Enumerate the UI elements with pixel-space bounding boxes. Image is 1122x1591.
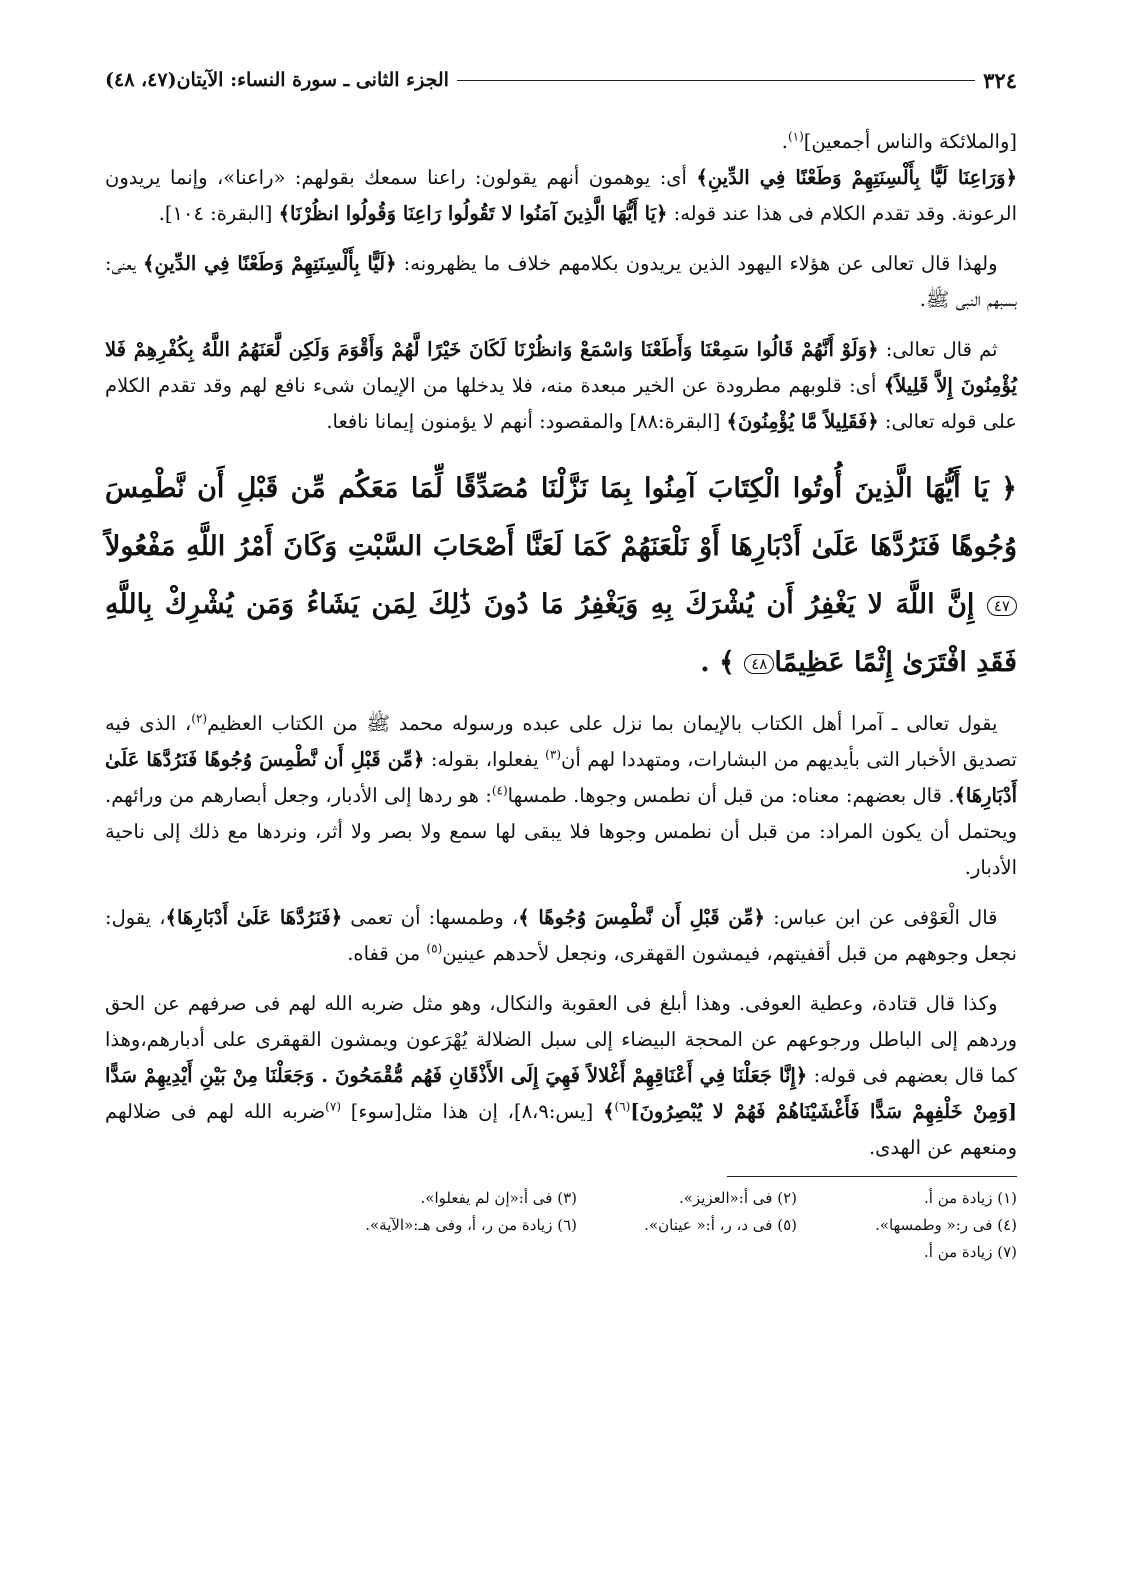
- quran-quote: ﴿مِّن قَبْلِ أَن نَّطْمِسَ وُجُوهًا ﴾: [518, 906, 765, 929]
- footnote-6: (٦) زيادة من ر، أ، وفى هـ:«الآية».: [365, 1216, 577, 1234]
- quran-quote: ﴿إِنَّا جَعَلْنَا فِي أَعْنَاقِهِمْ أَغْلالاً فَهِيَ إِلَى الأَذْقَانِ فَهُم مُّقْمَحُونَ . وَجَعَلْنَا مِنْ بَيْنِ أَيْدِيهِمْ سَدًّا [وَمِنْ خَلْفِهِمْ سَدًّا فَأَغْشَيْنَاهُمْ فَهُمْ لا يُبْصِرُونَ]: [105, 1064, 1017, 1123]
- footnotes: [105, 1185, 1017, 1266]
- footnote-5: (٥) فى د، ر، أ:« عينان».: [644, 1216, 797, 1234]
- paragraph-text: . قال بعضهم: معناه: من قبل أن نطمس وجوها. طمسها: [507, 784, 955, 807]
- paragraph-text: ضربه الله لهم فى ضلالهم ومنعهم عن الهدى.: [105, 1100, 1017, 1159]
- ayah-block: [105, 460, 1017, 692]
- paragraph-text: ثم قال تعالى:: [878, 338, 998, 361]
- footnote-3: (٣) فى أ:«إن لم يفعلوا».: [420, 1189, 577, 1207]
- paragraph-text: من قفاه.: [347, 942, 427, 965]
- quran-quote: ﴿لَيًّا بِأَلْسِنَتِهِمْ وَطَعْنًا فِي الدِّينِ﴾: [143, 252, 397, 275]
- paragraph-text: ، وطمسها: أن تعمى: [342, 906, 519, 929]
- page-number: ٣٢٤: [983, 67, 1017, 93]
- paragraph-text: يقول تعالى ـ آمرا أهل الكتاب بالإيمان بما نزل على عبده ورسوله محمد ﷺ من الكتاب العظيم: [207, 712, 998, 735]
- footnote-row: [105, 1185, 1017, 1212]
- footnote-ref-2: (٢): [191, 711, 208, 726]
- header-rule: [457, 80, 975, 81]
- paragraph-text: ولهذا قال تعالى عن هؤلاء اليهود الذين يريدون بكلامهم خلاف ما يظهرونه:: [396, 252, 998, 275]
- ayah-text: إِنَّ اللَّهَ لا يَغْفِرُ أَن يُشْرَكَ بِهِ وَيَغْفِرُ مَا دُونَ ذَٰلِكَ لِمَن يَشَاءُ وَمَن يُشْرِكْ بِاللَّهِ فَقَدِ افْتَرَىٰ إِثْمًا عَظِيمًا: [105, 589, 1017, 678]
- paragraph-text: : هو ردها إلى الأدبار، وجعل أبصارهم من ورائهم. ويحتمل أن يكون المراد: من قبل أن نطمس وجوها فلا يبقى لها سمع ولا بصر ولا أثر، ونردها مع ذلك إلى ناحية الأدبار.: [105, 784, 1017, 879]
- footnote-ref-3: (٣): [545, 747, 561, 762]
- running-title: الجزء الثانى ـ سورة النساء: الآيتان(٤٧، ٤٨): [105, 69, 449, 91]
- quran-quote: ﴿وَرَاعِنَا لَيًّا بِأَلْسِنَتِهِمْ وَطَعْنًا فِي الدِّينِ﴾: [696, 166, 1017, 189]
- paragraph-text: وكذا قال قتادة، وعطية العوفى. وهذا أبلغ فى العقوبة والنكال، وهو مثل ضربه الله لهم فى صرفهم عن الحق وردهم إلى الباطل ورجوعهم عن المحجة البيضاء إلى سبل الضلالة يُهْرَعون ويمشون القهقرى على أدبارهم،وهذا كما قال بعضهم فى قوله:: [105, 992, 1017, 1087]
- paragraph-3: [105, 246, 1017, 318]
- paragraph-text: ، الذى فيه تصديق الأخبار التى بأيديهم من البشارات، ومتهددا لهم أن: [105, 712, 1017, 771]
- paragraph-text: يفعلوا، بقوله:: [424, 748, 546, 771]
- commentary-3: [105, 986, 1017, 1166]
- quran-quote: ﴿فَقَلِيلاً مَّا يُؤْمِنُونَ﴾: [726, 410, 879, 433]
- quran-quote: ﴿يَا أَيُّهَا الَّذِينَ آمَنُوا لا تَقُولُوا رَاعِنَا وَقُولُوا انظُرْنَا﴾: [278, 202, 668, 225]
- footnote-ref-7: (٧): [325, 1099, 341, 1114]
- footnote-4: (٤) فى ر:« وطمسها».: [875, 1216, 1017, 1234]
- footnote-ref-1: (١): [787, 129, 804, 144]
- quran-quote: ﴿وَلَوْ أَنَّهُمْ قَالُوا سَمِعْنَا وَأَطَعْنَا وَاسْمَعْ وَانظُرْنَا لَكَانَ خَيْرًا لَّهُمْ وَأَقْوَمَ وَلَكِن لَّعَنَهُمُ اللَّهُ بِكُفْرِهِمْ فَلا يُؤْمِنُونَ إِلاَّ قَلِيلاً﴾: [105, 338, 1017, 397]
- footnote-row: [105, 1212, 1017, 1239]
- paragraph-text: ، يقول: نجعل وجوههم من قبل أقفيتهم، فيمشون القهقرى، ونجعل لأحدهم عينين: [105, 906, 1017, 965]
- footnote-7: (٧) زيادة من أ.: [924, 1243, 1017, 1261]
- quran-quote: ﴿فَنَرُدَّهَا عَلَىٰ أَدْبَارِهَا﴾: [165, 906, 343, 929]
- paragraph-4: [105, 332, 1017, 440]
- document-page: [105, 60, 1017, 1540]
- ayah-number-48: ٤٨: [744, 654, 774, 674]
- paragraph-2: [105, 160, 1017, 232]
- quran-quote: ﴿مِّن قَبْلِ أَن نَّطْمِسَ وُجُوهًا فَنَرُدَّهَا عَلَىٰ أَدْبَارِهَا﴾: [105, 748, 1018, 807]
- footnote-ref-4: (٤): [491, 783, 508, 798]
- paragraph-text: أى: قلوبهم مطرودة عن الخير مبعدة منه، فلا يدخلها من الإيمان شىء نافع لهم وقد تقدم الكلام على قوله تعالى:: [105, 374, 1017, 433]
- paragraph-text: [البقرة:٨٨] والمقصود: أنهم لا يؤمنون إيمانا نافعا.: [326, 410, 727, 433]
- footnote-ref-5: (٥): [426, 941, 443, 956]
- quran-quote-end: ﴾: [603, 1100, 615, 1123]
- paragraph-text: قال الْعَوْفى عن ابن عباس:: [764, 906, 998, 929]
- ayah-number-47: ٤٧: [987, 596, 1017, 616]
- commentary-1: [105, 706, 1017, 886]
- footnote-divider: [727, 1176, 1017, 1177]
- commentary-2: [105, 900, 1017, 972]
- paragraph-text: يعنى: بسبهم النبى ﷺ.: [105, 252, 1017, 311]
- footnote-row: [105, 1239, 1017, 1266]
- footnote-2: (٢) فى أ:«العزيز».: [678, 1189, 797, 1207]
- p1-text: [والملائكة والناس أجمعين]: [803, 130, 1017, 153]
- paragraph-1: [والملائكة والناس أجمعين]$^{(١)}$.: [781, 129, 1017, 153]
- page-header: [105, 60, 1017, 100]
- paragraph-text: [البقرة: ١٠٤].: [158, 202, 279, 225]
- footnote-ref-6: (٦): [614, 1099, 631, 1114]
- ayah-text: ﴿ يَا أَيُّهَا الَّذِينَ أُوتُوا الْكِتَابَ آمِنُوا بِمَا نَزَّلْنَا مُصَدِّقًا لِّمَا مَعَكُم مِّن قَبْلِ أَن نَّطْمِسَ وُجُوهًا فَنَرُدَّهَا عَلَىٰ أَدْبَارِهَا أَوْ نَلْعَنَهُمْ كَمَا لَعَنَّا أَصْحَابَ السَّبْتِ وَكَانَ أَمْرُ اللَّهِ مَفْعُولاً: [105, 473, 1017, 562]
- paragraph-text: أى: يوهمون أنهم يقولون: راعنا سمعك بقولهم: «راعنا»، وإنما يريدون الرعونة. وقد تقدم الكلام فى هذا عند قوله:: [105, 166, 1017, 225]
- footnote-1: (١) زيادة من أ.: [924, 1189, 1017, 1207]
- ayah-text: ﴾ .: [700, 647, 745, 678]
- paragraph-text: [يس:٨،٩]، إن هذا مثل[سوء]: [341, 1100, 604, 1123]
